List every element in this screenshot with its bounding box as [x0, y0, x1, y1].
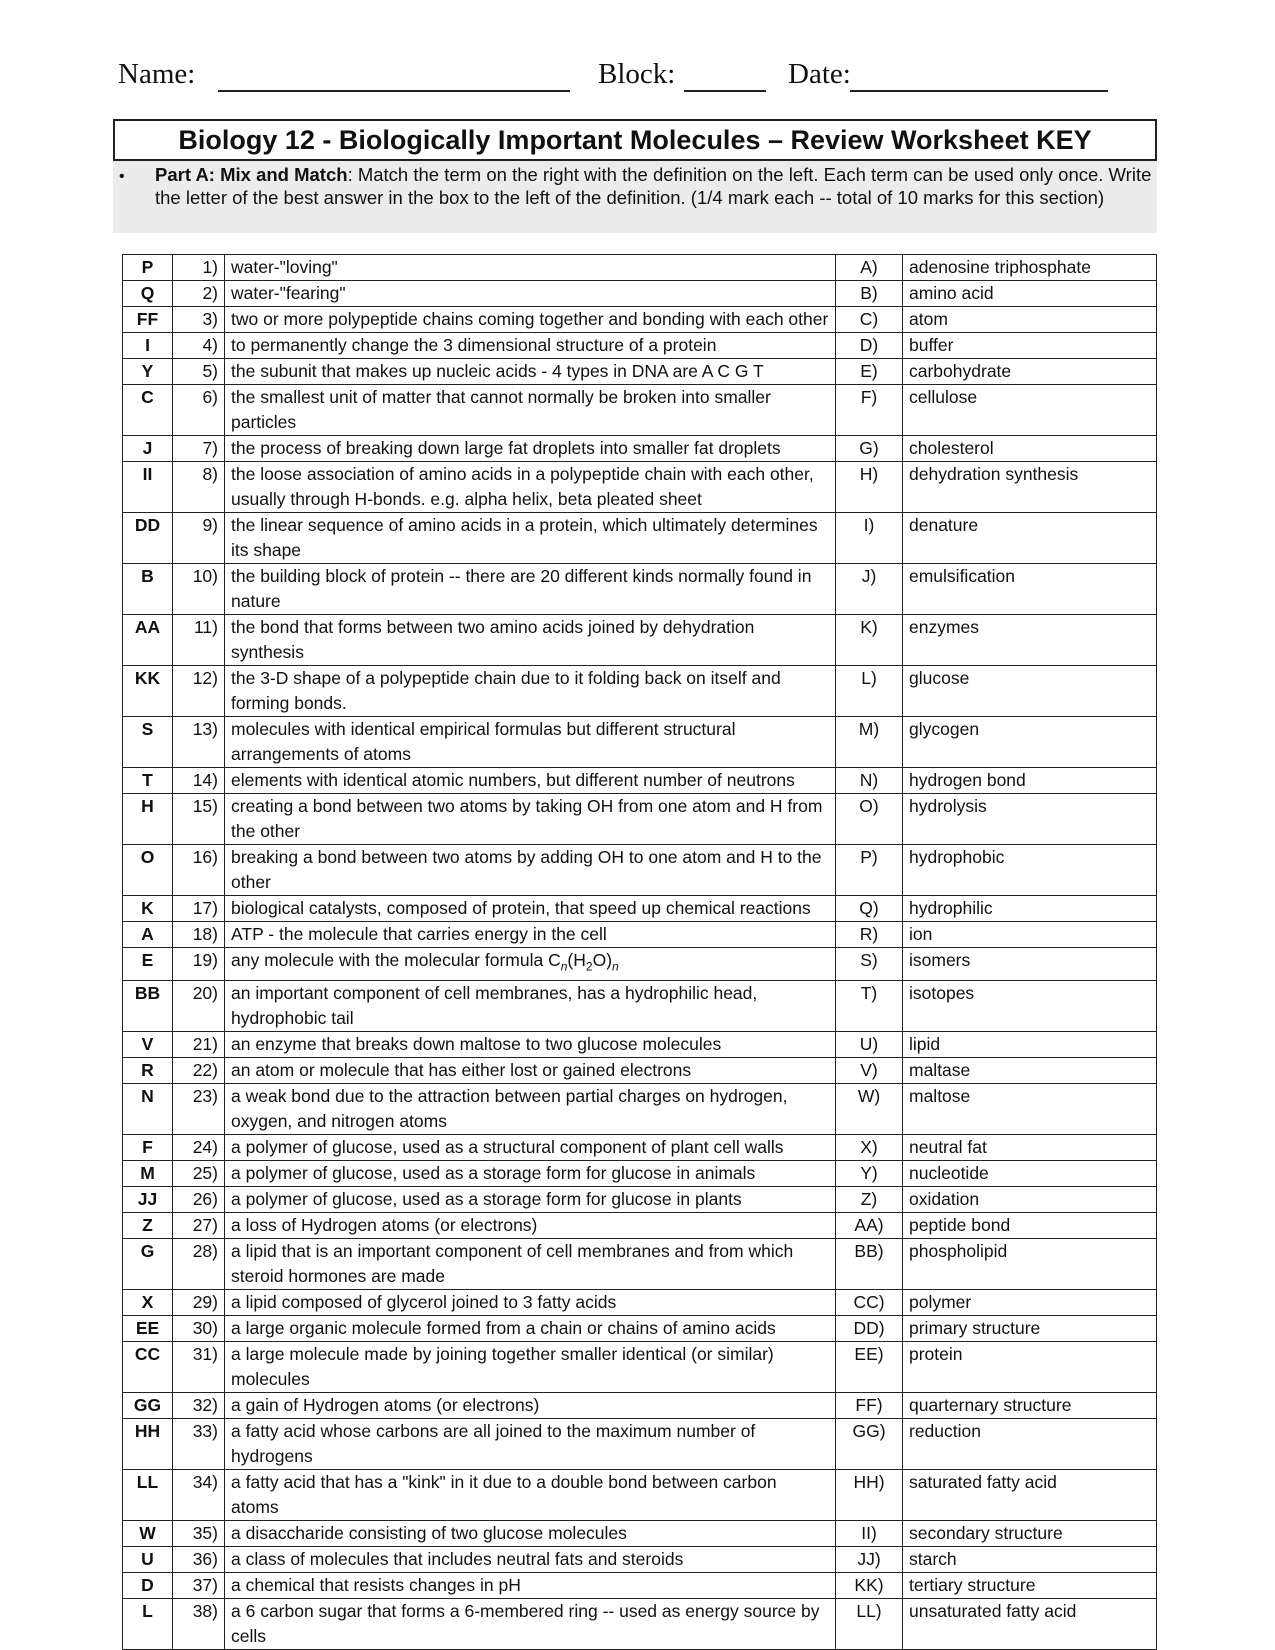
- term-cell: emulsification: [903, 564, 1157, 615]
- question-number: 4): [173, 333, 225, 359]
- answer-cell: L: [123, 1598, 173, 1649]
- question-number: 37): [173, 1572, 225, 1598]
- question-number: 7): [173, 436, 225, 462]
- table-row: [123, 794, 1157, 845]
- term-cell: maltase: [903, 1057, 1157, 1083]
- term-cell: peptide bond: [903, 1212, 1157, 1238]
- term-letter: X): [836, 1134, 903, 1160]
- question-number: 13): [173, 717, 225, 768]
- definition-cell: a large organic molecule formed from a chain or chains of amino acids: [225, 1315, 836, 1341]
- definition-cell: the building block of protein -- there are 20 different kinds normally found in nature: [225, 564, 836, 615]
- question-number: 34): [173, 1469, 225, 1520]
- table-row: [123, 980, 1157, 1031]
- term-letter: P): [836, 845, 903, 896]
- question-number: 11): [173, 615, 225, 666]
- definition-cell: a gain of Hydrogen atoms (or electrons): [225, 1392, 836, 1418]
- term-letter: J): [836, 564, 903, 615]
- term-cell: amino acid: [903, 281, 1157, 307]
- term-letter: W): [836, 1083, 903, 1134]
- question-number: 21): [173, 1031, 225, 1057]
- answer-cell: B: [123, 564, 173, 615]
- definition-cell: a fatty acid whose carbons are all joined to the maximum number of hydrogens: [225, 1418, 836, 1469]
- term-cell: cellulose: [903, 385, 1157, 436]
- question-number: 33): [173, 1418, 225, 1469]
- term-letter: G): [836, 436, 903, 462]
- question-number: 25): [173, 1160, 225, 1186]
- table-row: [123, 1289, 1157, 1315]
- definition-cell: the linear sequence of amino acids in a protein, which ultimately determines its shape: [225, 513, 836, 564]
- definition-cell: creating a bond between two atoms by taking OH from one atom and H from the other: [225, 794, 836, 845]
- term-letter: E): [836, 359, 903, 385]
- answer-cell: N: [123, 1083, 173, 1134]
- answer-cell: CC: [123, 1341, 173, 1392]
- term-letter: S): [836, 948, 903, 981]
- table-row: [123, 1031, 1157, 1057]
- definition-cell: the bond that forms between two amino acids joined by dehydration synthesis: [225, 615, 836, 666]
- definition-cell: the smallest unit of matter that cannot normally be broken into smaller particles: [225, 385, 836, 436]
- term-letter: BB): [836, 1238, 903, 1289]
- table-row: [123, 1057, 1157, 1083]
- table-row: [123, 385, 1157, 436]
- answer-cell: S: [123, 717, 173, 768]
- answer-cell: BB: [123, 980, 173, 1031]
- table-row: [123, 1546, 1157, 1572]
- definition-cell: the subunit that makes up nucleic acids - 4 types in DNA are A C G T: [225, 359, 836, 385]
- definition-cell: [225, 948, 836, 981]
- term-letter: V): [836, 1057, 903, 1083]
- definition-cell: a weak bond due to the attraction between partial charges on hydrogen, oxygen, and nitrogen atoms: [225, 1083, 836, 1134]
- term-letter: A): [836, 255, 903, 281]
- answer-cell: I: [123, 333, 173, 359]
- answer-cell: G: [123, 1238, 173, 1289]
- term-letter: Z): [836, 1186, 903, 1212]
- definition-cell: an atom or molecule that has either lost or gained electrons: [225, 1057, 836, 1083]
- question-number: 38): [173, 1598, 225, 1649]
- answer-cell: AA: [123, 615, 173, 666]
- definition-cell: molecules with identical empirical formulas but different structural arrangements of atoms: [225, 717, 836, 768]
- answer-cell: P: [123, 255, 173, 281]
- term-cell: adenosine triphosphate: [903, 255, 1157, 281]
- question-number: 3): [173, 307, 225, 333]
- term-cell: carbohydrate: [903, 359, 1157, 385]
- instructions-text: [155, 163, 1155, 209]
- question-number: 1): [173, 255, 225, 281]
- table-row: [123, 1160, 1157, 1186]
- answer-cell: F: [123, 1134, 173, 1160]
- definition-cell: elements with identical atomic numbers, but different number of neutrons: [225, 768, 836, 794]
- term-cell: hydrophobic: [903, 845, 1157, 896]
- table-row: [123, 359, 1157, 385]
- answer-cell: A: [123, 922, 173, 948]
- answer-cell: JJ: [123, 1186, 173, 1212]
- definition-cell: water-"fearing": [225, 281, 836, 307]
- term-letter: D): [836, 333, 903, 359]
- term-cell: tertiary structure: [903, 1572, 1157, 1598]
- definition-cell: a 6 carbon sugar that forms a 6-membered ring -- used as energy source by cells: [225, 1598, 836, 1649]
- table-row: [123, 768, 1157, 794]
- answer-cell: KK: [123, 666, 173, 717]
- term-cell: glycogen: [903, 717, 1157, 768]
- table-row: [123, 1469, 1157, 1520]
- definition-cell: a fatty acid that has a "kink" in it due to a double bond between carbon atoms: [225, 1469, 836, 1520]
- answer-cell: H: [123, 794, 173, 845]
- term-cell: reduction: [903, 1418, 1157, 1469]
- answer-cell: X: [123, 1289, 173, 1315]
- table-row: [123, 1392, 1157, 1418]
- table-row: [123, 281, 1157, 307]
- term-cell: oxidation: [903, 1186, 1157, 1212]
- question-number: 29): [173, 1289, 225, 1315]
- definition-cell: the loose association of amino acids in a polypeptide chain with each other, usually through H-bonds. e.g. alpha helix, beta pleated sheet: [225, 462, 836, 513]
- question-number: 9): [173, 513, 225, 564]
- term-letter: H): [836, 462, 903, 513]
- term-letter: AA): [836, 1212, 903, 1238]
- name-label: Name:: [118, 58, 196, 90]
- answer-cell: C: [123, 385, 173, 436]
- table-row: [123, 1238, 1157, 1289]
- definition-cell: a large molecule made by joining together smaller identical (or similar) molecules: [225, 1341, 836, 1392]
- term-cell: buffer: [903, 333, 1157, 359]
- term-cell: saturated fatty acid: [903, 1469, 1157, 1520]
- table-row: [123, 462, 1157, 513]
- answer-cell: R: [123, 1057, 173, 1083]
- table-row: [123, 1341, 1157, 1392]
- answer-cell: EE: [123, 1315, 173, 1341]
- term-letter: R): [836, 922, 903, 948]
- formula-subscript: n: [612, 959, 619, 974]
- definition-cell: biological catalysts, composed of protein, that speed up chemical reactions: [225, 896, 836, 922]
- answer-cell: U: [123, 1546, 173, 1572]
- table-row: [123, 948, 1157, 981]
- question-number: 8): [173, 462, 225, 513]
- answer-cell: LL: [123, 1469, 173, 1520]
- term-letter: I): [836, 513, 903, 564]
- term-cell: phospholipid: [903, 1238, 1157, 1289]
- question-number: 10): [173, 564, 225, 615]
- definition-cell: ATP - the molecule that carries energy in the cell: [225, 922, 836, 948]
- term-cell: isotopes: [903, 980, 1157, 1031]
- definition-cell: a polymer of glucose, used as a structural component of plant cell walls: [225, 1134, 836, 1160]
- table-row: [123, 717, 1157, 768]
- question-number: 6): [173, 385, 225, 436]
- table-row: [123, 564, 1157, 615]
- term-cell: nucleotide: [903, 1160, 1157, 1186]
- term-letter: U): [836, 1031, 903, 1057]
- table-row: [123, 615, 1157, 666]
- table-row: [123, 1418, 1157, 1469]
- table-row: [123, 666, 1157, 717]
- term-cell: starch: [903, 1546, 1157, 1572]
- formula-text: O): [592, 950, 613, 970]
- term-cell: ion: [903, 922, 1157, 948]
- question-number: 32): [173, 1392, 225, 1418]
- term-letter: DD): [836, 1315, 903, 1341]
- table-row: [123, 896, 1157, 922]
- question-number: 26): [173, 1186, 225, 1212]
- answer-cell: E: [123, 948, 173, 981]
- term-cell: neutral fat: [903, 1134, 1157, 1160]
- question-number: 15): [173, 794, 225, 845]
- table-row: [123, 307, 1157, 333]
- question-number: 36): [173, 1546, 225, 1572]
- definition-cell: water-"loving": [225, 255, 836, 281]
- definition-cell: a polymer of glucose, used as a storage form for glucose in animals: [225, 1160, 836, 1186]
- question-number: 28): [173, 1238, 225, 1289]
- term-letter: Y): [836, 1160, 903, 1186]
- answer-cell: FF: [123, 307, 173, 333]
- student-info-line: [118, 58, 1158, 102]
- term-cell: hydrophilic: [903, 896, 1157, 922]
- question-number: 14): [173, 768, 225, 794]
- definition-cell: two or more polypeptide chains coming together and bonding with each other: [225, 307, 836, 333]
- table-row: [123, 436, 1157, 462]
- table-row: [123, 1212, 1157, 1238]
- answer-cell: Y: [123, 359, 173, 385]
- answer-cell: M: [123, 1160, 173, 1186]
- table-row: [123, 1083, 1157, 1134]
- term-cell: denature: [903, 513, 1157, 564]
- term-letter: KK): [836, 1572, 903, 1598]
- answer-cell: V: [123, 1031, 173, 1057]
- definition-cell: a lipid composed of glycerol joined to 3 fatty acids: [225, 1289, 836, 1315]
- question-number: 17): [173, 896, 225, 922]
- term-letter: T): [836, 980, 903, 1031]
- table-row: [123, 513, 1157, 564]
- answer-cell: O: [123, 845, 173, 896]
- answer-cell: W: [123, 1520, 173, 1546]
- match-table: [122, 254, 1157, 1650]
- term-letter: B): [836, 281, 903, 307]
- term-letter: LL): [836, 1598, 903, 1649]
- term-cell: glucose: [903, 666, 1157, 717]
- table-row: [123, 1572, 1157, 1598]
- term-cell: isomers: [903, 948, 1157, 981]
- definition-text: any molecule with the molecular formula C: [231, 950, 561, 970]
- definition-cell: a chemical that resists changes in pH: [225, 1572, 836, 1598]
- question-number: 18): [173, 922, 225, 948]
- term-cell: primary structure: [903, 1315, 1157, 1341]
- name-blank: [218, 90, 570, 92]
- term-cell: secondary structure: [903, 1520, 1157, 1546]
- answer-cell: K: [123, 896, 173, 922]
- question-number: 20): [173, 980, 225, 1031]
- answer-cell: HH: [123, 1418, 173, 1469]
- formula-subscript: 2: [585, 959, 593, 974]
- term-letter: EE): [836, 1341, 903, 1392]
- definition-cell: an important component of cell membranes, has a hydrophilic head, hydrophobic tail: [225, 980, 836, 1031]
- table-row: [123, 922, 1157, 948]
- term-letter: C): [836, 307, 903, 333]
- term-cell: unsaturated fatty acid: [903, 1598, 1157, 1649]
- definition-cell: to permanently change the 3 dimensional structure of a protein: [225, 333, 836, 359]
- table-row: [123, 255, 1157, 281]
- answer-cell: DD: [123, 513, 173, 564]
- question-number: 24): [173, 1134, 225, 1160]
- question-number: 16): [173, 845, 225, 896]
- answer-cell: II: [123, 462, 173, 513]
- term-cell: hydrogen bond: [903, 768, 1157, 794]
- term-cell: atom: [903, 307, 1157, 333]
- table-row: [123, 333, 1157, 359]
- term-cell: cholesterol: [903, 436, 1157, 462]
- question-number: 31): [173, 1341, 225, 1392]
- question-number: 12): [173, 666, 225, 717]
- term-letter: N): [836, 768, 903, 794]
- answer-cell: GG: [123, 1392, 173, 1418]
- term-letter: K): [836, 615, 903, 666]
- table-row: [123, 845, 1157, 896]
- question-number: 35): [173, 1520, 225, 1546]
- definition-cell: breaking a bond between two atoms by adding OH to one atom and H to the other: [225, 845, 836, 896]
- part-a-instructions: [113, 161, 1157, 233]
- definition-cell: a polymer of glucose, used as a storage form for glucose in plants: [225, 1186, 836, 1212]
- term-letter: GG): [836, 1418, 903, 1469]
- question-number: 5): [173, 359, 225, 385]
- formula-subscript: n: [560, 959, 568, 974]
- table-row: [123, 1520, 1157, 1546]
- definition-cell: a lipid that is an important component of cell membranes and from which steroid hormones are made: [225, 1238, 836, 1289]
- term-cell: protein: [903, 1341, 1157, 1392]
- question-number: 22): [173, 1057, 225, 1083]
- part-a-heading: Part A: Mix and Match: [155, 164, 348, 185]
- worksheet-title: Biology 12 - Biologically Important Molecules – Review Worksheet KEY: [113, 119, 1157, 161]
- term-letter: F): [836, 385, 903, 436]
- question-number: 27): [173, 1212, 225, 1238]
- term-letter: CC): [836, 1289, 903, 1315]
- answer-cell: J: [123, 436, 173, 462]
- question-number: 19): [173, 948, 225, 981]
- answer-cell: T: [123, 768, 173, 794]
- definition-cell: the 3-D shape of a polypeptide chain due to it folding back on itself and forming bonds.: [225, 666, 836, 717]
- question-number: 30): [173, 1315, 225, 1341]
- date-blank: [850, 90, 1108, 92]
- definition-cell: a class of molecules that includes neutral fats and steroids: [225, 1546, 836, 1572]
- term-letter: Q): [836, 896, 903, 922]
- term-cell: hydrolysis: [903, 794, 1157, 845]
- term-letter: II): [836, 1520, 903, 1546]
- definition-cell: a loss of Hydrogen atoms (or electrons): [225, 1212, 836, 1238]
- term-cell: enzymes: [903, 615, 1157, 666]
- block-blank: [684, 90, 766, 92]
- question-number: 23): [173, 1083, 225, 1134]
- term-letter: FF): [836, 1392, 903, 1418]
- answer-cell: D: [123, 1572, 173, 1598]
- table-row: [123, 1186, 1157, 1212]
- definition-cell: a disaccharide consisting of two glucose molecules: [225, 1520, 836, 1546]
- table-row: [123, 1315, 1157, 1341]
- answer-cell: Z: [123, 1212, 173, 1238]
- term-cell: lipid: [903, 1031, 1157, 1057]
- definition-cell: an enzyme that breaks down maltose to two glucose molecules: [225, 1031, 836, 1057]
- question-number: 2): [173, 281, 225, 307]
- table-row: [123, 1598, 1157, 1649]
- definition-cell: the process of breaking down large fat droplets into smaller fat droplets: [225, 436, 836, 462]
- term-cell: dehydration synthesis: [903, 462, 1157, 513]
- formula-text: (H: [567, 950, 586, 970]
- term-cell: maltose: [903, 1083, 1157, 1134]
- term-letter: M): [836, 717, 903, 768]
- term-cell: quarternary structure: [903, 1392, 1157, 1418]
- date-label: Date:: [788, 58, 851, 90]
- table-row: [123, 1134, 1157, 1160]
- block-label: Block:: [598, 58, 676, 90]
- term-letter: O): [836, 794, 903, 845]
- term-letter: JJ): [836, 1546, 903, 1572]
- answer-cell: Q: [123, 281, 173, 307]
- match-table-body: [123, 255, 1157, 1650]
- term-letter: HH): [836, 1469, 903, 1520]
- instructions-body: : Match the term on the right with the definition on the left. Each term can be used only once. Write the letter of the best answer in the box to the left of the definition. (1/4 mark each -- total of 10 marks for this section): [155, 164, 1152, 208]
- term-letter: L): [836, 666, 903, 717]
- term-cell: polymer: [903, 1289, 1157, 1315]
- bullet-icon: •: [119, 168, 125, 185]
